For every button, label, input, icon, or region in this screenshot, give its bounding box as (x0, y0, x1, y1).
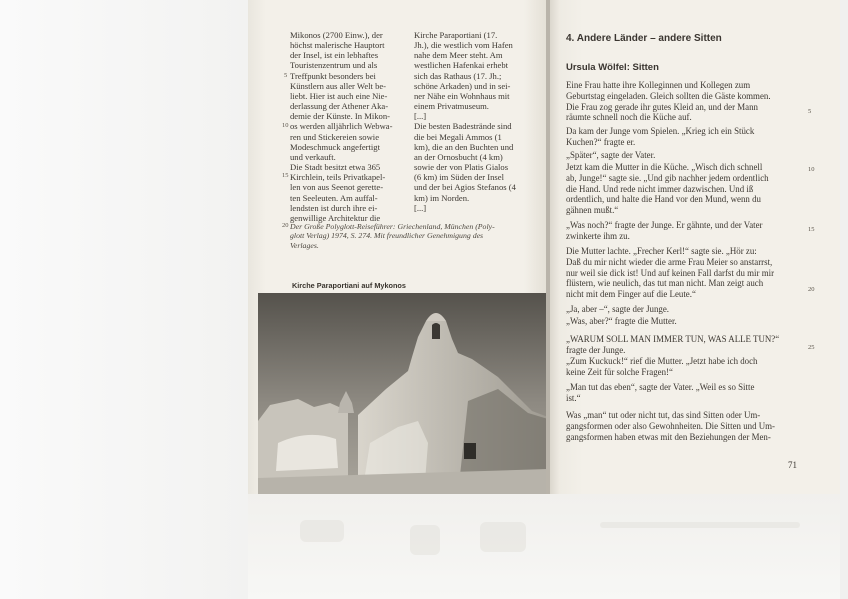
text-line: Mikonos (2700 Einw.), der (290, 30, 383, 40)
text-line: höchst malerische Hauptort (290, 40, 385, 51)
text-line: flüstern, wie neulich, das tut man nicht. Man zeigt auch (566, 278, 764, 289)
text-line: und verkauft. (290, 151, 336, 162)
text-line: „Zum Kuckuck!“ rief die Mutter. „Jetzt habe ich doch (566, 356, 758, 366)
text-line: Die Frau zog gerade ihr gutes Kleid an, und der Mann (566, 101, 758, 112)
text-line: km) im Norden. (414, 192, 470, 203)
text-line: Kirchlein, teils Privatkapel- (290, 172, 386, 183)
text-line: Treffpunkt besonders bei (290, 70, 376, 81)
text-line: sowie der von Platis Gialos (414, 162, 509, 173)
text-line: ren und Stickereien sowie (290, 131, 380, 142)
text-line: westlichen Hafenkai erhebt (414, 60, 509, 71)
text-line: Daß du mir nicht wieder die arme Frau Meier so anstarrst, (566, 256, 773, 267)
text-line: sich das Rathaus (17. Jh.; (414, 70, 502, 81)
paragraph (566, 334, 800, 356)
church-illustration (258, 293, 548, 494)
text-line: Kirche Paraportiani (17. (414, 30, 498, 40)
text-line: [...] (414, 202, 427, 213)
text-line: Die Stadt besitzt etwa 365 (290, 162, 381, 173)
text-line: Modeschmuck angefertigt (290, 141, 380, 152)
paragraph (566, 220, 800, 242)
text-line: die bei Megali Ammos (1 (414, 131, 502, 142)
scan-background-bottom (248, 494, 840, 599)
paragraph (566, 410, 800, 442)
text-line: Eine Frau hatte ihre Kolleginnen und Kollegen zum (566, 80, 751, 90)
text-line: Touristenzentrum und als (290, 60, 378, 71)
story-heading: Ursula Wölfel: Sitten (566, 62, 659, 73)
text-line: ab, Junge!“ sagte sie. „Und gib nachher jedem ordentlich (566, 172, 769, 183)
text-line: liebt. Hier ist auch eine Nie- (290, 90, 388, 101)
text-line: Kuchen?“ fragte er. (566, 136, 636, 147)
text-line: (6 km) im Süden der Insel (414, 172, 504, 183)
text-line: keine Zeit für solche Fragen!“ (566, 366, 673, 377)
line-number: 20 (808, 286, 815, 293)
text-line: „Man tut das eben“, sagte der Vater. „Weil es so Sitte (566, 382, 755, 392)
text-line: Die besten Badestrände sind (414, 121, 512, 132)
text-line: derlassung der Athener Aka- (290, 101, 389, 112)
text-line: Die Mutter lachte. „Frecher Kerl!“ sagte sie. „Hör zu: (566, 246, 757, 256)
text-line: lendsten ist durch ihre ei- (290, 202, 378, 213)
text-line: gähnen mußt.“ (566, 205, 619, 216)
source-citation (290, 222, 532, 250)
chapter-heading: 4. Andere Länder – andere Sitten (566, 33, 722, 44)
text-line: schöne Arkaden) und in sei- (414, 80, 511, 91)
paragraph (566, 316, 800, 327)
text-line: zwinkerte ihm zu. (566, 230, 630, 241)
text-line: „Was noch?“ fragte der Junge. Er gähnte, und der Vater (566, 220, 763, 230)
line-number: 10 (808, 166, 815, 173)
text-column-1 (290, 30, 404, 223)
page-number: 71 (788, 460, 797, 470)
text-line: gangsformen oder also Gewohnheiten. Die Sitten und Um- (566, 420, 776, 431)
paragraph (566, 382, 800, 404)
text-line: Geburtstag eingeladen. Gleich sollten die Gäste kommen. (566, 90, 771, 101)
paragraph (566, 246, 800, 300)
line-number: 15 (282, 172, 289, 179)
line-number: 5 (808, 108, 812, 115)
line-number: 25 (808, 344, 815, 351)
text-line: os werden alljährlich Webwa- (290, 121, 393, 132)
text-line: km), die an den Buchten und (414, 141, 514, 152)
bleed-through-mark (410, 525, 440, 555)
text-line: die Hand. Und rede nicht immer dazwischen. Und iß (566, 183, 754, 194)
text-line: Was „man“ tut oder nicht tut, das sind Sitten oder Um- (566, 410, 761, 420)
text-line: der Insel, ist ein lebhaftes (290, 50, 379, 61)
line-number: 5 (284, 72, 288, 79)
text-line: genwillige Architektur die (290, 212, 381, 223)
scan-background-left (0, 0, 248, 599)
paragraph (566, 304, 800, 315)
text-line: Jetzt kam die Mutter in die Küche. „Wisch dich schnell (566, 162, 763, 172)
text-line: nicht mit dem Finger auf die Leute.“ (566, 289, 696, 300)
bleed-through-mark (480, 522, 526, 552)
text-line: fragte der Junge. (566, 344, 626, 355)
text-line: ner Nähe ein Wohnhaus mit (414, 90, 510, 101)
text-line: und der bei Agios Stefanos (4 (414, 182, 516, 193)
citation-line: Verlages. (290, 240, 319, 250)
book-gutter (546, 0, 550, 494)
paragraph (566, 126, 800, 148)
scan-background-right (840, 0, 848, 599)
text-line: len von aus Seenot gerette- (290, 182, 384, 193)
text-line: räumte schnell noch die Küche auf. (566, 112, 692, 123)
text-line: ten Seeleuten. Am auffal- (290, 192, 378, 203)
text-line: Künstlern aus aller Welt be- (290, 80, 387, 91)
text-line: gangsformen haben etwas mit den Beziehungen der Men- (566, 431, 771, 442)
text-line: „Ja, aber –“, sagte der Junge. (566, 304, 670, 314)
text-line: nahe dem Meer steht. Am (414, 50, 503, 61)
paragraph (566, 356, 800, 378)
bleed-through-mark (300, 520, 344, 542)
text-line: ordentlich, und halte die Hand vor den Mund, wenn du (566, 194, 761, 205)
bleed-through-mark (600, 522, 800, 528)
paragraph (566, 80, 800, 123)
text-line: „Was, aber?“ fragte die Mutter. (566, 316, 677, 326)
text-line: demie der Künste. In Mikon- (290, 111, 390, 122)
church-photo (258, 293, 548, 494)
text-line: einem Privatmuseum. (414, 101, 489, 112)
paragraph (566, 150, 800, 161)
line-number: 20 (282, 222, 289, 229)
paragraph (566, 162, 800, 216)
text-line: [...] (414, 111, 427, 122)
line-number: 15 (808, 226, 815, 233)
text-line: ist.“ (566, 392, 581, 403)
text-line: an der Ornosbucht (4 km) (414, 151, 503, 162)
text-column-2 (414, 30, 532, 213)
text-line: „Später“, sagte der Vater. (566, 150, 656, 160)
text-line: nur weil sie dick ist! Und auf keinen Fall darfst du mir mir (566, 267, 775, 278)
text-line: „WARUM SOLL MAN IMMER TUN, WAS ALLE TUN?“ (566, 334, 780, 344)
photo-caption: Kirche Paraportiani auf Mykonos (292, 281, 406, 290)
text-line: Jh.), die westlich vom Hafen (414, 40, 513, 51)
line-number: 10 (282, 122, 289, 129)
text-line: Da kam der Junge vom Spielen. „Krieg ich ein Stück (566, 126, 755, 136)
citation-line: glott Verlag) 1974, S. 274. Mit freundlicher Genehmigung des (290, 231, 484, 241)
citation-line: Der Große Polyglott-Reiseführer: Griechenland, München (Poly- (290, 222, 495, 231)
